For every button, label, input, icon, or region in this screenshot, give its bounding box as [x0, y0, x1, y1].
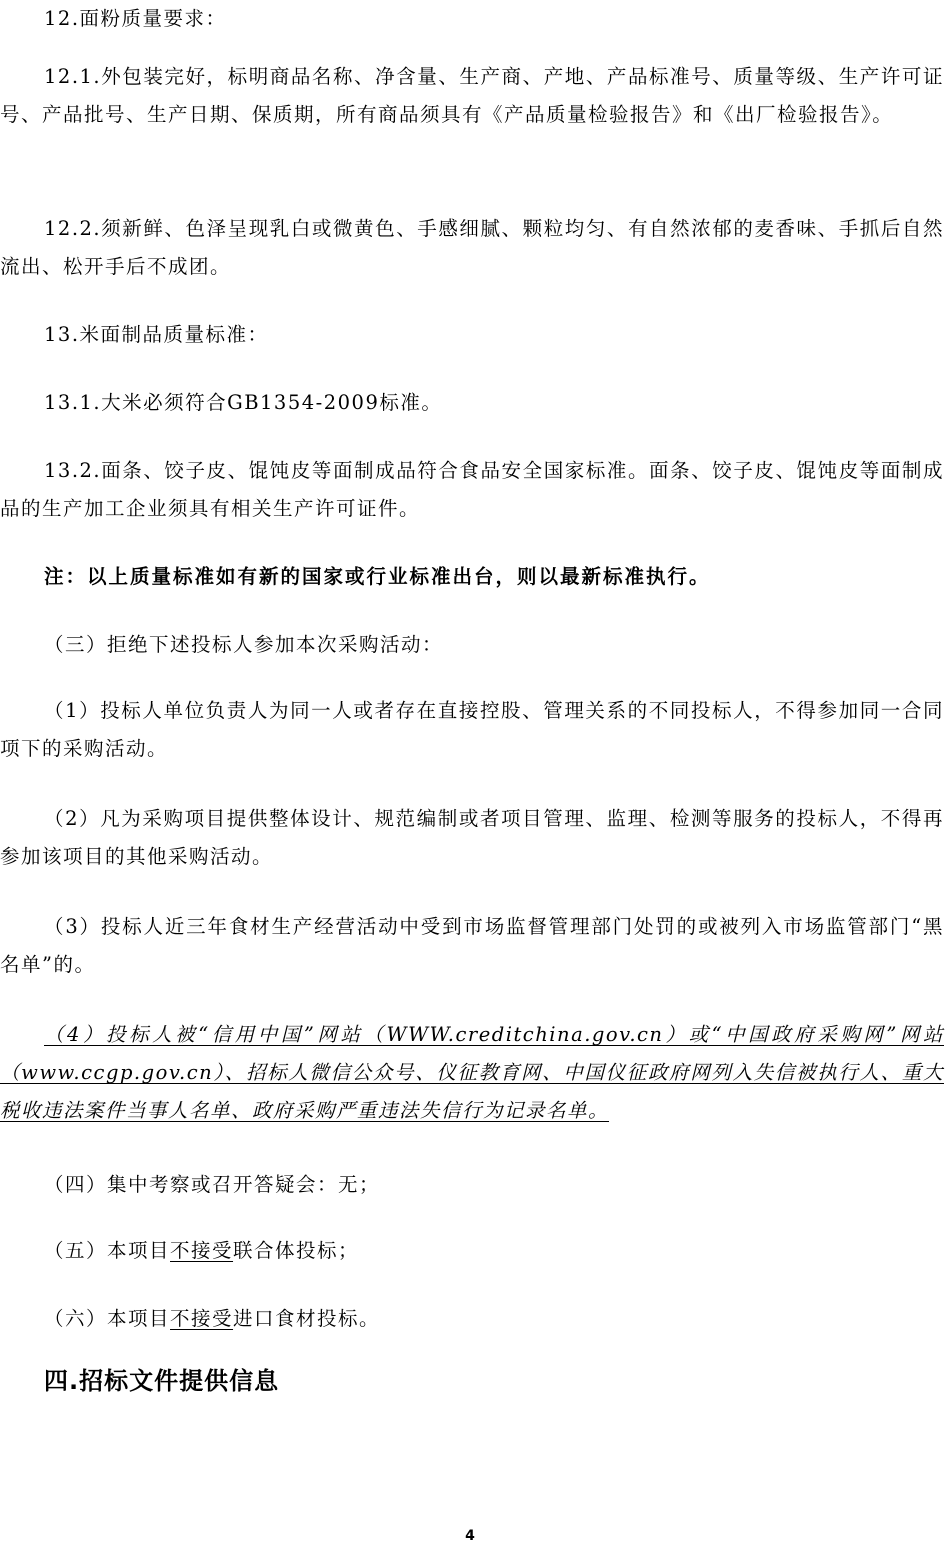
section-6-prefix: （六）本项目: [44, 1307, 171, 1330]
section-3-title: （三）拒绝下述投标人参加本次采购活动：: [44, 633, 444, 656]
section-5-prefix: （五）本项目: [44, 1239, 171, 1262]
section-6: [0, 1300, 944, 1338]
list-item-2: （2）凡为采购项目提供整体设计、规范编制或者项目管理、监理、检测等服务的投标人，不得再参加该项目的其他采购活动。: [0, 807, 944, 868]
section-5: [0, 1232, 944, 1270]
paragraph-rice-noodle-standard-title: 13.米面制品质量标准：: [44, 323, 269, 346]
paragraph-noodle-products: 13.2.面条、饺子皮、馄饨皮等面制成品符合食品安全国家标准。面条、饺子皮、馄饨皮等面制成品的生产加工企业须具有相关生产许可证件。: [0, 459, 944, 520]
paragraph-flour-quality-title: 12.面粉质量要求：: [44, 7, 227, 30]
section-5-underlined: 不接受: [170, 1239, 234, 1262]
paragraph-flour-packaging: 12.1.外包装完好，标明商品名称、净含量、生产商、产地、产品标准号、质量等级、生产许可证号、产品批号、生产日期、保质期，所有商品须具有《产品质量检验报告》和《出厂检验报告》。: [0, 65, 944, 126]
section-5-suffix: 联合体投标；: [233, 1239, 360, 1262]
paragraph-rice-standard: 13.1.大米必须符合GB1354-2009标准。: [44, 391, 443, 414]
note-quality-standard: 注：以上质量标准如有新的国家或行业标准出台，则以最新标准执行。: [44, 565, 711, 588]
list-item-1: （1）投标人单位负责人为同一人或者存在直接控股、管理关系的不同投标人，不得参加同一合同项下的采购活动。: [0, 699, 944, 760]
section-4: （四）集中考察或召开答疑会：无；: [44, 1173, 381, 1196]
list-item-4: （4）投标人被“信用中国”网站（WWW.creditchina.gov.cn）或“中国政府采购网”网站（www.ccgp.gov.cn）、招标人微信公众号、仪征教育网、中国仪征政府网列入失信被执行人、重大税收违法案件当事人名单、政府采购严重违法失信行为记录名单。: [0, 1023, 944, 1122]
page-number: 4: [465, 1528, 475, 1544]
section-6-underlined: 不接受: [170, 1307, 234, 1330]
paragraph-flour-freshness: 12.2.须新鲜、色泽呈现乳白或微黄色、手感细腻、颗粒均匀、有自然浓郁的麦香味、手抓后自然流出、松开手后不成团。: [0, 217, 944, 278]
list-item-3: （3）投标人近三年食材生产经营活动中受到市场监督管理部门处罚的或被列入市场监管部门“黑名单”的。: [0, 915, 944, 976]
heading-section-4-tender-documents: 四.招标文件提供信息: [44, 1367, 280, 1395]
section-6-suffix: 进口食材投标。: [233, 1307, 381, 1330]
